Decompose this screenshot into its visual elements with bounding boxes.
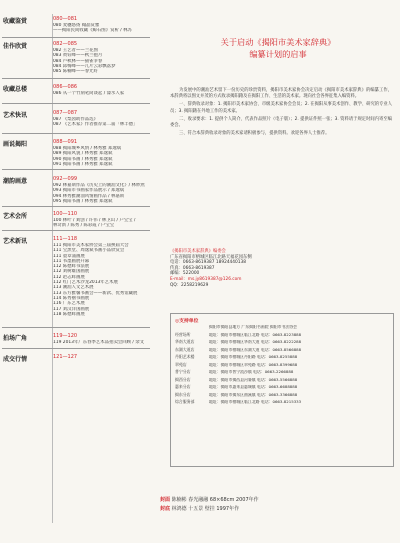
notice-paragraph: 为发展中的潮汕艺术留下一份历史的珍贵资料，揭阳市美术家协会决定启动《揭阳市美术家辞典》的编纂工作，本辞典将以图文并茂的方式收录揭阳籍及在揭阳工作、生活的美术家。现向社会各界征集入编资料。 — [170, 88, 392, 100]
sponsor-row — [175, 363, 389, 371]
toc-separator — [2, 78, 150, 79]
toc-item[interactable]: 林奇新 / 陈秀 / 陈彩霞 / 户宝宝 — [53, 223, 115, 229]
sponsor-row — [175, 378, 389, 386]
toc-separator — [2, 348, 150, 349]
sponsor-detail: 地址：揭阳市榕城区华南大道 电话：0663-8222288 — [209, 340, 302, 344]
sponsor-label: 丹阳艺术楼 — [175, 354, 195, 359]
toc-section-range: 086—086 — [53, 84, 78, 90]
toc-item[interactable]: 092 林嘉斯作品《历史上的潮汕文化》/ 林妙然 — [53, 183, 145, 188]
contact-block — [170, 249, 392, 288]
sponsor-label: 综合服务部 — [175, 399, 195, 404]
sponsor-row — [175, 340, 389, 348]
toc-separator — [2, 327, 150, 328]
toc-item[interactable]: 085 陈楠峰——春光好 — [53, 69, 98, 75]
credit-key: 封底 — [160, 506, 171, 512]
sponsor-detail: 地址：揭阳市榕城区临江北路 电话：0663-8215333 — [209, 400, 302, 404]
sponsor-row — [175, 370, 389, 378]
contact-line: 传真：0663-8619387 — [170, 265, 215, 271]
sponsor-row — [175, 325, 389, 333]
sponsor-row — [175, 400, 389, 408]
contact-line: 电话：0663-8619387 18924440138 — [170, 260, 246, 266]
toc-item[interactable]: 117 刘汉洋国画展 — [53, 306, 90, 312]
notice-title-line: 关于启动《揭阳市美术家辞典》 — [220, 37, 336, 47]
toc-item[interactable]: 111 书墨画展开幕 — [53, 258, 90, 264]
sponsor-row — [175, 333, 389, 341]
toc-item[interactable]: 088 揭阳城乡风情 / 林秀雅 郑逸斌 — [53, 146, 122, 151]
sponsor-heading: ◎支持单位 — [175, 319, 199, 324]
toc-section-name: 艺术快讯 — [3, 112, 28, 119]
toc-item[interactable]: 111 宝黑堂、周逸斌书画小品欣赏会 — [53, 248, 125, 254]
toc-item[interactable]: 080 麦穗悠扬 翰晶赏雅 — [53, 23, 100, 28]
cover-credits — [160, 496, 396, 514]
toc-item[interactable]: 111 揭阳市美术家协会第三届换届大会 — [53, 243, 129, 248]
toc-section-name: 画说揭阳 — [3, 141, 28, 148]
sponsor-detail: 地址：揭阳市榕城区临江北路 电话：0663-8223888 — [209, 332, 302, 337]
toc-section-range: 082—085 — [53, 41, 78, 47]
toc-section-range: 080—081 — [53, 16, 78, 22]
notice-panel — [160, 0, 396, 543]
sponsor-label: 普宁分店 — [175, 369, 191, 374]
toc-item[interactable]: 095 揭阳书画 / 林秀雅 郑逸斌 — [53, 198, 113, 204]
toc-item[interactable]: 084 邱梅峰——几片云彩飘落梦 — [53, 63, 116, 69]
notice-paragraph: 二、收录要求：1. 提供个人简介、代表作品照片（电子版）；2. 提供证件照一张；3. 资料请于规定时间内寄至编委会。 — [170, 116, 392, 129]
toc-section-range: 100—110 — [53, 211, 78, 217]
toc-section-name: 佳作欣赏 — [3, 43, 28, 50]
back-cover-credit — [160, 505, 396, 514]
sponsor-label: 东湖大道店 — [175, 346, 195, 352]
notice-title-line: 编纂计划的启事 — [249, 49, 307, 59]
credit-key: 封面 — [160, 497, 171, 503]
toc-item[interactable]: 094 林秀雅潮汕风情画作品 / 林嘉斯 — [53, 193, 125, 199]
sponsor-row — [175, 385, 389, 393]
toc-item[interactable]: 086 从一个竹刻笔筒谈起 / 漆水人家 — [53, 91, 125, 96]
sponsor-label: 华南大道店 — [175, 339, 195, 344]
toc-item[interactable]: 112 赵志辉画展 — [53, 274, 85, 280]
sponsor-detail: 地址：揭阳市榕城区翠苑路 电话：0663-8399688 — [209, 362, 298, 367]
toc-item[interactable]: 089 揭阳风貌 / 林秀雅 郑逸斌 — [53, 151, 113, 157]
notice-body — [170, 88, 392, 139]
sponsor-detail: 揭阳市揭阳县地方 广东揭阳书画院 揭阳市书法协会 — [209, 325, 298, 329]
sponsor-label: 揭东分店 — [175, 391, 191, 397]
toc-section-range: 092—099 — [53, 176, 78, 182]
cover-credit — [160, 496, 396, 505]
toc-separator — [2, 133, 150, 134]
sponsor-label: 惠来分店 — [175, 384, 191, 389]
contact-line: 邮编：522000 — [170, 271, 200, 277]
contact-line: 《揭阳市美术家辞典》编委会 — [170, 249, 226, 254]
sponsor-detail: 地址：揭阳市揭西县河婆镇 电话：0663-5566888 — [209, 377, 298, 382]
toc-item[interactable]: 111 童章浦画展 — [53, 253, 85, 259]
toc-item[interactable]: 112 红门艺术沙龙2013年艺术展 — [53, 280, 118, 286]
toc-section-range: 088—091 — [53, 139, 78, 145]
credit-text: 陈楠彬 春光融融 68×68cm 2007年作 — [171, 497, 259, 503]
toc-item[interactable]: 118 陈德辉画展 — [53, 311, 85, 317]
sponsor-label: 揭西分店 — [175, 376, 191, 382]
sponsor-label: 经营场所 — [175, 331, 191, 337]
notice-title — [160, 36, 396, 60]
notice-paragraph: 三、符合本辞典收录对象的美术家请积极参与，提供资料。欢迎各界人士推荐。 — [179, 131, 330, 137]
contact-line: 广东省揭阳市榕城区临江北路天福花园东侧 — [170, 254, 252, 260]
toc-item[interactable]: 100 林叶 / 刘创 / 许伟 / 林卫山 / 户宝宝 / — [53, 218, 136, 223]
toc-section-name: 艺术新讯 — [3, 238, 28, 245]
toc-separator — [2, 230, 150, 231]
toc-item[interactable]: 093 揭阳市书画家作品展示 / 郑逸斌 — [53, 188, 125, 194]
sponsor-row — [175, 348, 389, 356]
toc-item[interactable]: 116 广东艺术展 — [53, 301, 85, 307]
toc-item[interactable]: 084 卢秋林——猫雀争春 — [53, 58, 103, 64]
toc-item[interactable]: 091 揭阳书画 / 林秀雅 郑逸斌 — [53, 161, 113, 167]
toc-section-name: 艺术会所 — [3, 213, 28, 220]
toc-separator — [2, 103, 150, 104]
toc-section-range: 111—118 — [53, 236, 78, 242]
toc-separator — [2, 37, 150, 38]
toc-item[interactable]: 113 潮汕人文艺术展 — [53, 285, 94, 291]
sponsor-label: 翠苑店 — [175, 361, 187, 367]
toc-section-name: 成交行情 — [3, 356, 28, 363]
toc-section-name: 收藏总楼 — [3, 86, 28, 93]
toc-section-range: 087—087 — [53, 110, 78, 116]
toc-section-name: 拍场广角 — [3, 335, 28, 342]
table-of-contents — [0, 0, 150, 543]
toc-item[interactable]: 087 《梨园助作品选》 — [53, 117, 98, 122]
contact-email[interactable]: E-mail：ms.jy8619387@126.com — [170, 276, 242, 282]
toc-item[interactable]: 113 东方雅馨书画会——新款、优秀馆藏展 — [53, 290, 138, 296]
toc-separator — [2, 206, 150, 207]
sponsor-detail: 地址：揭阳市榕城区东湖大道 电话：0663-8566888 — [209, 347, 302, 352]
credit-text: 林鸿德 十五景 壁挂 1997年作 — [171, 506, 240, 512]
toc-section-range: 119—120 — [53, 333, 78, 339]
toc-item[interactable]: 083 黄钰峰——秋兰抱月 — [53, 53, 103, 59]
notice-paragraph: 一、辞典收录对象：1. 揭阳市美术家协会、市级美术家协会会员；2. 在揭阳从事美术创作、教学、研究的专业人员；3. 揭阳籍在外地工作的美术家。 — [170, 102, 392, 114]
toc-item[interactable]: 114 陈秀丽书画展 — [53, 295, 90, 301]
toc-section-name: 潮韵画意 — [3, 178, 28, 185]
toc-section-range: 121—127 — [53, 354, 78, 360]
toc-section-name: 收藏鉴赏 — [3, 18, 28, 25]
sponsor-row — [175, 355, 389, 363]
toc-item[interactable]: ——揭阳民间收藏《鲸石图》赏析 / 林苏 — [53, 28, 132, 34]
sponsor-box — [170, 313, 394, 467]
toc-item[interactable]: 090 揭阳书画 / 林秀雅 郑逸斌 — [53, 156, 113, 162]
sponsor-detail: 地址：揭阳市榕城区丹阳路 电话：0663-8255888 — [209, 355, 298, 359]
sponsor-row — [175, 393, 389, 401]
sponsor-detail: 地址：揭阳市揭东区曲溪镇 电话：0663-3366888 — [209, 392, 298, 397]
toc-item[interactable]: 119 2013年广东春季艺术品拍卖会回顾 / 余文 — [53, 340, 145, 345]
sponsor-detail: 地址：揭阳市惠来县惠城镇 电话：0663-6688888 — [209, 385, 298, 389]
toc-item[interactable]: 087 《艺术家》作者推荐第二届「林丰德」 — [53, 122, 138, 128]
toc-item[interactable]: 112 刘树雄国画展 — [53, 269, 90, 275]
contact-line: QQ：2258219629 — [170, 282, 209, 288]
toc-item[interactable]: 082 王艺者——兰花图 — [53, 48, 98, 53]
toc-item[interactable]: 112 陈德辉书法展 — [53, 264, 90, 270]
toc-separator — [2, 169, 150, 170]
sponsor-detail: 地址：揭阳市普宁流沙镇 电话：0663-2266888 — [209, 370, 294, 374]
